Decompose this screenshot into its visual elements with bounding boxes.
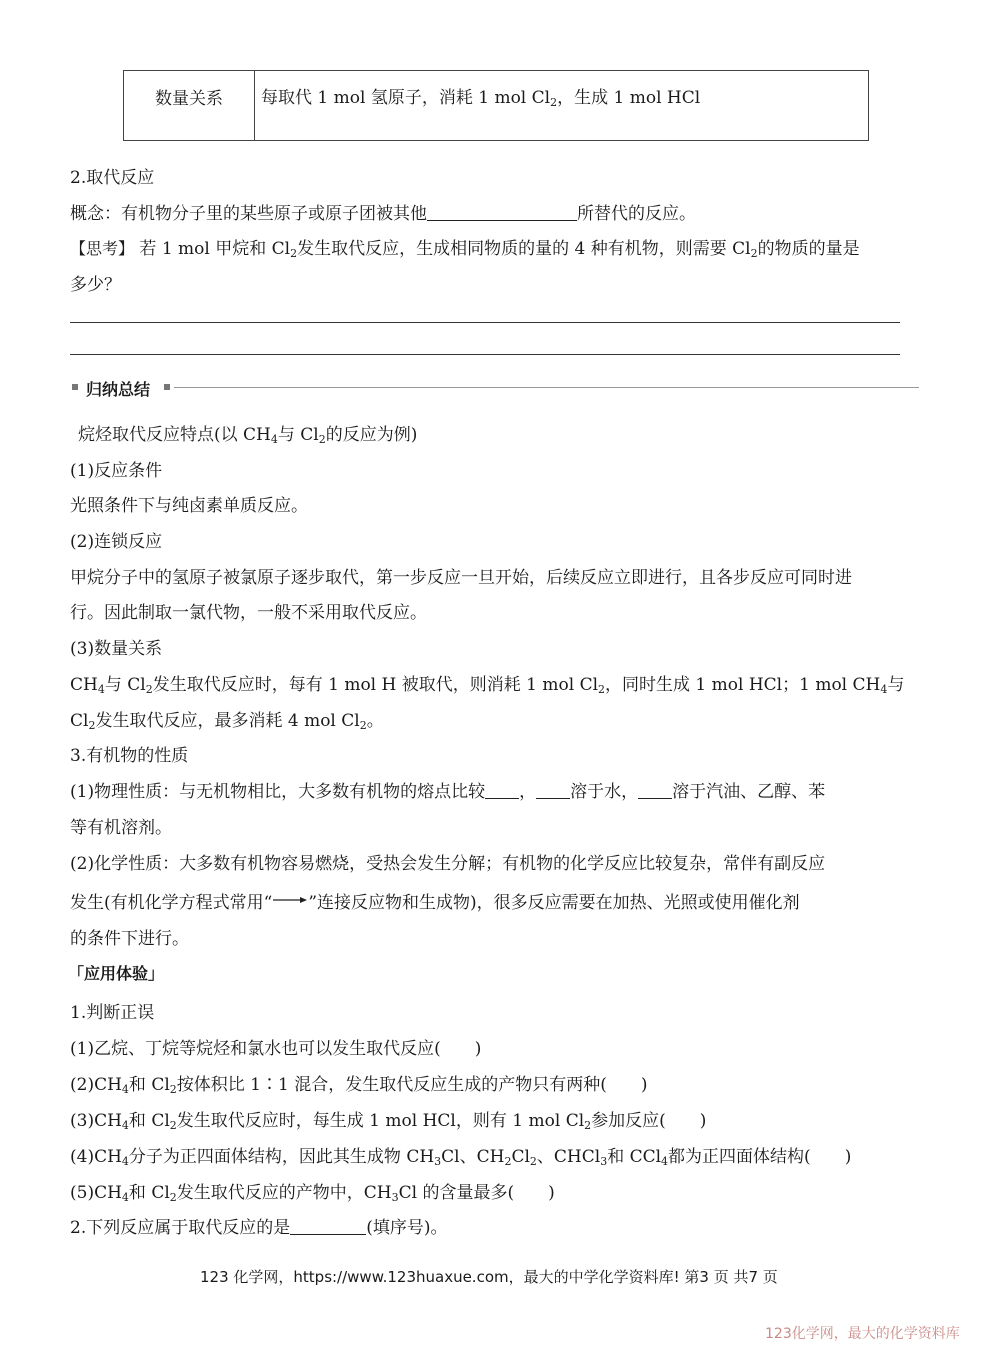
quantity-relation-table [123, 70, 869, 141]
c1-text: 光照条件下与纯卤素单质反应。 [70, 496, 308, 516]
page-footer: 123 化学网，https://www.123huaxue.com，最大的中学化学资料库! 第3 页 共7 页 [200, 1268, 778, 1286]
table-content-cell: 每取代 1 mol 氢原子，消耗 1 mol $Cl_2$，生成 1 mol HCl [255, 71, 869, 141]
think-tag: 【思考】 [70, 239, 135, 258]
square-bullet-icon [164, 384, 170, 390]
chemical-line-3: 的条件下进行。 [70, 929, 189, 949]
q1-title: 1.判断正误 [70, 1003, 155, 1023]
summary-title: 归纳总结 [86, 380, 151, 399]
c3-line-2: $Cl_2$发生取代反应，最多消耗 4 mol $Cl_2$。 [70, 711, 384, 732]
c2-line-2: 行。因此制取一氯代物，一般不采用取代反应。 [70, 603, 427, 623]
concept-line: 概念：有机物分子里的某些原子或原子团被其他 所替代的反应。 [70, 204, 696, 224]
q1-item-5: $(5)CH_4$和 $Cl_2$发生取代反应的产物中，$CH_3Cl$ 的含量最多( ) [70, 1183, 555, 1204]
summary-header [70, 377, 920, 399]
q1-item-1: (1)乙烷、丁烷等烷烃和氯水也可以发生取代反应( ) [70, 1039, 482, 1059]
table-label-cell [124, 71, 255, 141]
c3-line-1: $CH_4$与 $Cl_2$发生取代反应时，每有 1 mol H 被取代，则消耗 1 mol $Cl_2$，同时生成 1 mol HCl；1 mol $CH_4$与 [70, 675, 905, 696]
c3-title: (3)数量关系 [70, 639, 163, 659]
table-label: 数量关系 [155, 89, 223, 109]
c2-title: (2)连锁反应 [70, 532, 163, 552]
think-line-1: 【思考】 若 1 mol 甲烷和 $Cl_2$发生取代反应，生成相同物质的量的 4 种有机物，则需要 $Cl_2$的物质的量是 [70, 239, 860, 260]
corner-bracket-left-icon: 「 [68, 964, 85, 983]
think-line-2: 多少？ [70, 275, 121, 295]
apply-header: 「应用体验」 [68, 964, 165, 983]
c2-line-1: 甲烷分子中的氢原子被氯原子逐步取代，第一步反应一旦开始，后续反应立即进行，且各步反应可同时进 [70, 568, 852, 588]
physical-line-2: 等有机溶剂。 [70, 818, 172, 838]
melting-point-blank[interactable] [485, 782, 519, 799]
chemical-line-2: 发生(有机化学方程式常用“ ”连接反应物和生成物)，很多反应需要在加热、光照或使用催化剂 [70, 893, 800, 913]
corner-bracket-right-icon: 」 [148, 964, 165, 983]
square-bullet-icon [72, 384, 78, 390]
answer-line-1[interactable] [70, 322, 900, 323]
right-arrow-icon [272, 895, 308, 905]
divider [174, 387, 919, 388]
answer-line-2[interactable] [70, 354, 900, 355]
q2-line: 2.下列反应属于取代反应的是 (填序号)。 [70, 1218, 448, 1238]
section-3-title: 3.有机物的性质 [70, 746, 189, 766]
physical-line-1: (1)物理性质：与无机物相比，大多数有机物的熔点比较 ， 溶于水， 溶于汽油、乙醇、苯 [70, 782, 826, 802]
chemical-line-1: (2)化学性质：大多数有机物容易燃烧，受热会发生分解；有机物的化学反应比较复杂，常伴有副反应 [70, 854, 826, 874]
q1-item-4: $(4)CH_4$分子为正四面体结构，因此其生成物 $CH_3Cl$、$CH_2Cl_2$、CHCl$_3$和 CCl$_4$都为正四面体结构( ) [70, 1147, 852, 1168]
organic-solubility-blank[interactable] [638, 782, 672, 799]
q2-answer-blank[interactable] [290, 1218, 366, 1235]
concept-blank[interactable] [427, 204, 577, 221]
q1-item-3: $(3)CH_4$和 $Cl_2$发生取代反应时，每生成 1 mol HCl，则有 1 mol $Cl_2$参加反应( ) [70, 1111, 707, 1132]
water-solubility-blank[interactable] [536, 782, 570, 799]
watermark: 123化学网，最大的化学资料库 [765, 1326, 960, 1342]
summary-intro: 烷烃取代反应特点(以 $CH_4$与 $Cl_2$的反应为例) [78, 425, 418, 446]
c1-title: (1)反应条件 [70, 461, 163, 481]
q1-item-2: $(2)CH_4$和 $Cl_2$按体积比 1∶1 混合，发生取代反应生成的产物只有两种( ) [70, 1075, 648, 1096]
section-2-title: 2.取代反应 [70, 168, 155, 188]
